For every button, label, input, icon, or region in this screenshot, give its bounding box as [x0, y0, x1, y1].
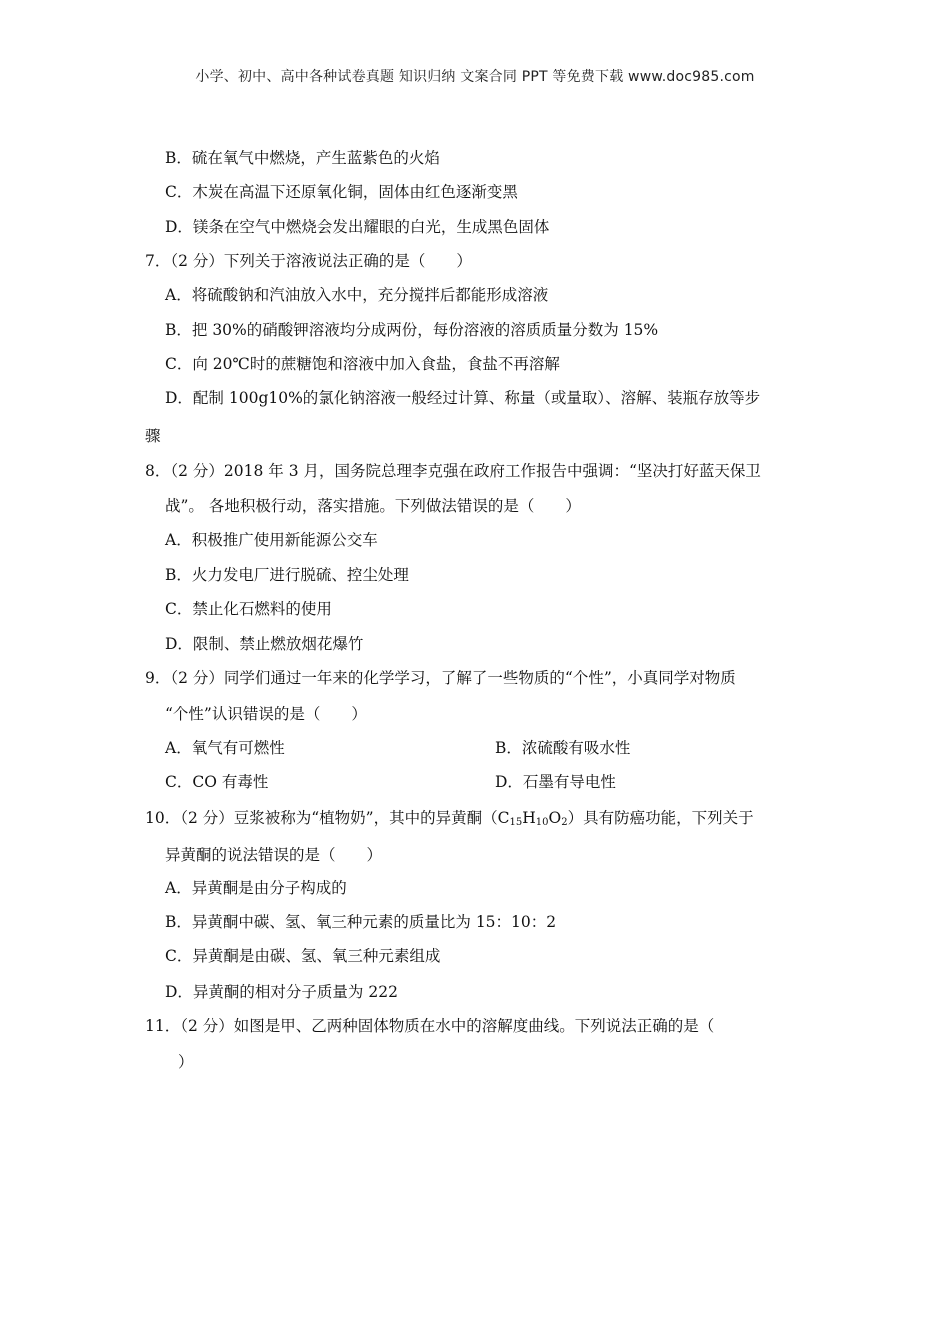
q7-option-d: D．配制 100g10%的氯化钠溶液一般经过计算、称量（或量取）、溶解、装瓶存放等步 — [165, 389, 761, 407]
q8-option-b: B．火力发电厂进行脱硫、控尘处理 — [165, 566, 409, 584]
q8-option-a: A．积极推广使用新能源公交车 — [165, 531, 378, 549]
q10-option-a: A．异黄酮是由分子构成的 — [165, 879, 347, 897]
q8-stem: 8．（2 分）2018 年 3 月，国务院总理李克强在政府工作报告中强调：“坚决打好蓝天保卫 — [145, 462, 761, 480]
q9-option-c: C．CO 有毒性 — [165, 773, 269, 791]
q10-formula-hydrogen: H — [522, 809, 536, 827]
q7-option-d-continued: 骤 — [145, 427, 161, 445]
q10-formula-sub-hydrogen: 10 — [535, 817, 549, 828]
q9-stem: 9．（2 分）同学们通过一年来的化学学习，了解了一些物质的“个性”，小真同学对物质 — [145, 669, 736, 687]
q10-stem-suffix: ）具有防癌功能，下列关于 — [567, 809, 754, 827]
q10-option-b: B．异黄酮中碳、氢、氧三种元素的质量比为 15：10：2 — [165, 913, 557, 931]
q10-formula-sub-oxygen: 2 — [561, 817, 568, 828]
q10-formula-sub-carbon: 15 — [509, 817, 523, 828]
q7-option-b: B．把 30%的硝酸钾溶液均分成两份，每份溶液的溶质质量分数为 15% — [165, 321, 659, 339]
q9-option-d: D．石墨有导电性 — [495, 773, 616, 791]
q6-option-d: D．镁条在空气中燃烧会发出耀眼的白光，生成黑色固体 — [165, 218, 550, 236]
q7-stem: 7．（2 分）下列关于溶液说法正确的是（ ） — [145, 252, 472, 270]
q10-stem — [145, 808, 754, 828]
q8-option-c: C．禁止化石燃料的使用 — [165, 600, 332, 618]
q9-stem-continued: “个性”认识错误的是（ ） — [165, 705, 367, 723]
q10-formula-oxygen: O — [548, 809, 562, 827]
q10-option-d: D．异黄酮的相对分子质量为 222 — [165, 983, 398, 1001]
q8-stem-continued: 战”。 各地积极行动，落实措施。下列做法错误的是（ ） — [165, 497, 581, 515]
q6-option-c: C．木炭在高温下还原氧化铜，固体由红色逐渐变黑 — [165, 183, 518, 201]
q8-option-d: D．限制、禁止燃放烟花爆竹 — [165, 635, 364, 653]
q10-stem-continued: 异黄酮的说法错误的是（ ） — [165, 846, 383, 864]
q11-stem-continued: ） — [178, 1053, 194, 1071]
q7-option-c: C．向 20℃时的蔗糖饱和溶液中加入食盐，食盐不再溶解 — [165, 355, 560, 373]
page-header: 小学、初中、高中各种试卷真题 知识归纳 文案合同 PPT 等免费下载 www.doc985.com — [195, 69, 755, 85]
q11-stem: 11．（2 分）如图是甲、乙两种固体物质在水中的溶解度曲线。下列说法正确的是（ — [145, 1017, 715, 1035]
q6-option-b: B．硫在氧气中燃烧，产生蓝紫色的火焰 — [165, 149, 440, 167]
q10-stem-prefix: 10．（2 分）豆浆被称为“植物奶”，其中的异黄酮（C — [145, 809, 510, 827]
q7-option-a: A．将硫酸钠和汽油放入水中，充分搅拌后都能形成溶液 — [165, 286, 549, 304]
q10-option-c: C．异黄酮是由碳、氢、氧三种元素组成 — [165, 947, 441, 965]
q9-option-b: B．浓硫酸有吸水性 — [495, 739, 631, 757]
q9-option-a: A．氧气有可燃性 — [165, 739, 285, 757]
